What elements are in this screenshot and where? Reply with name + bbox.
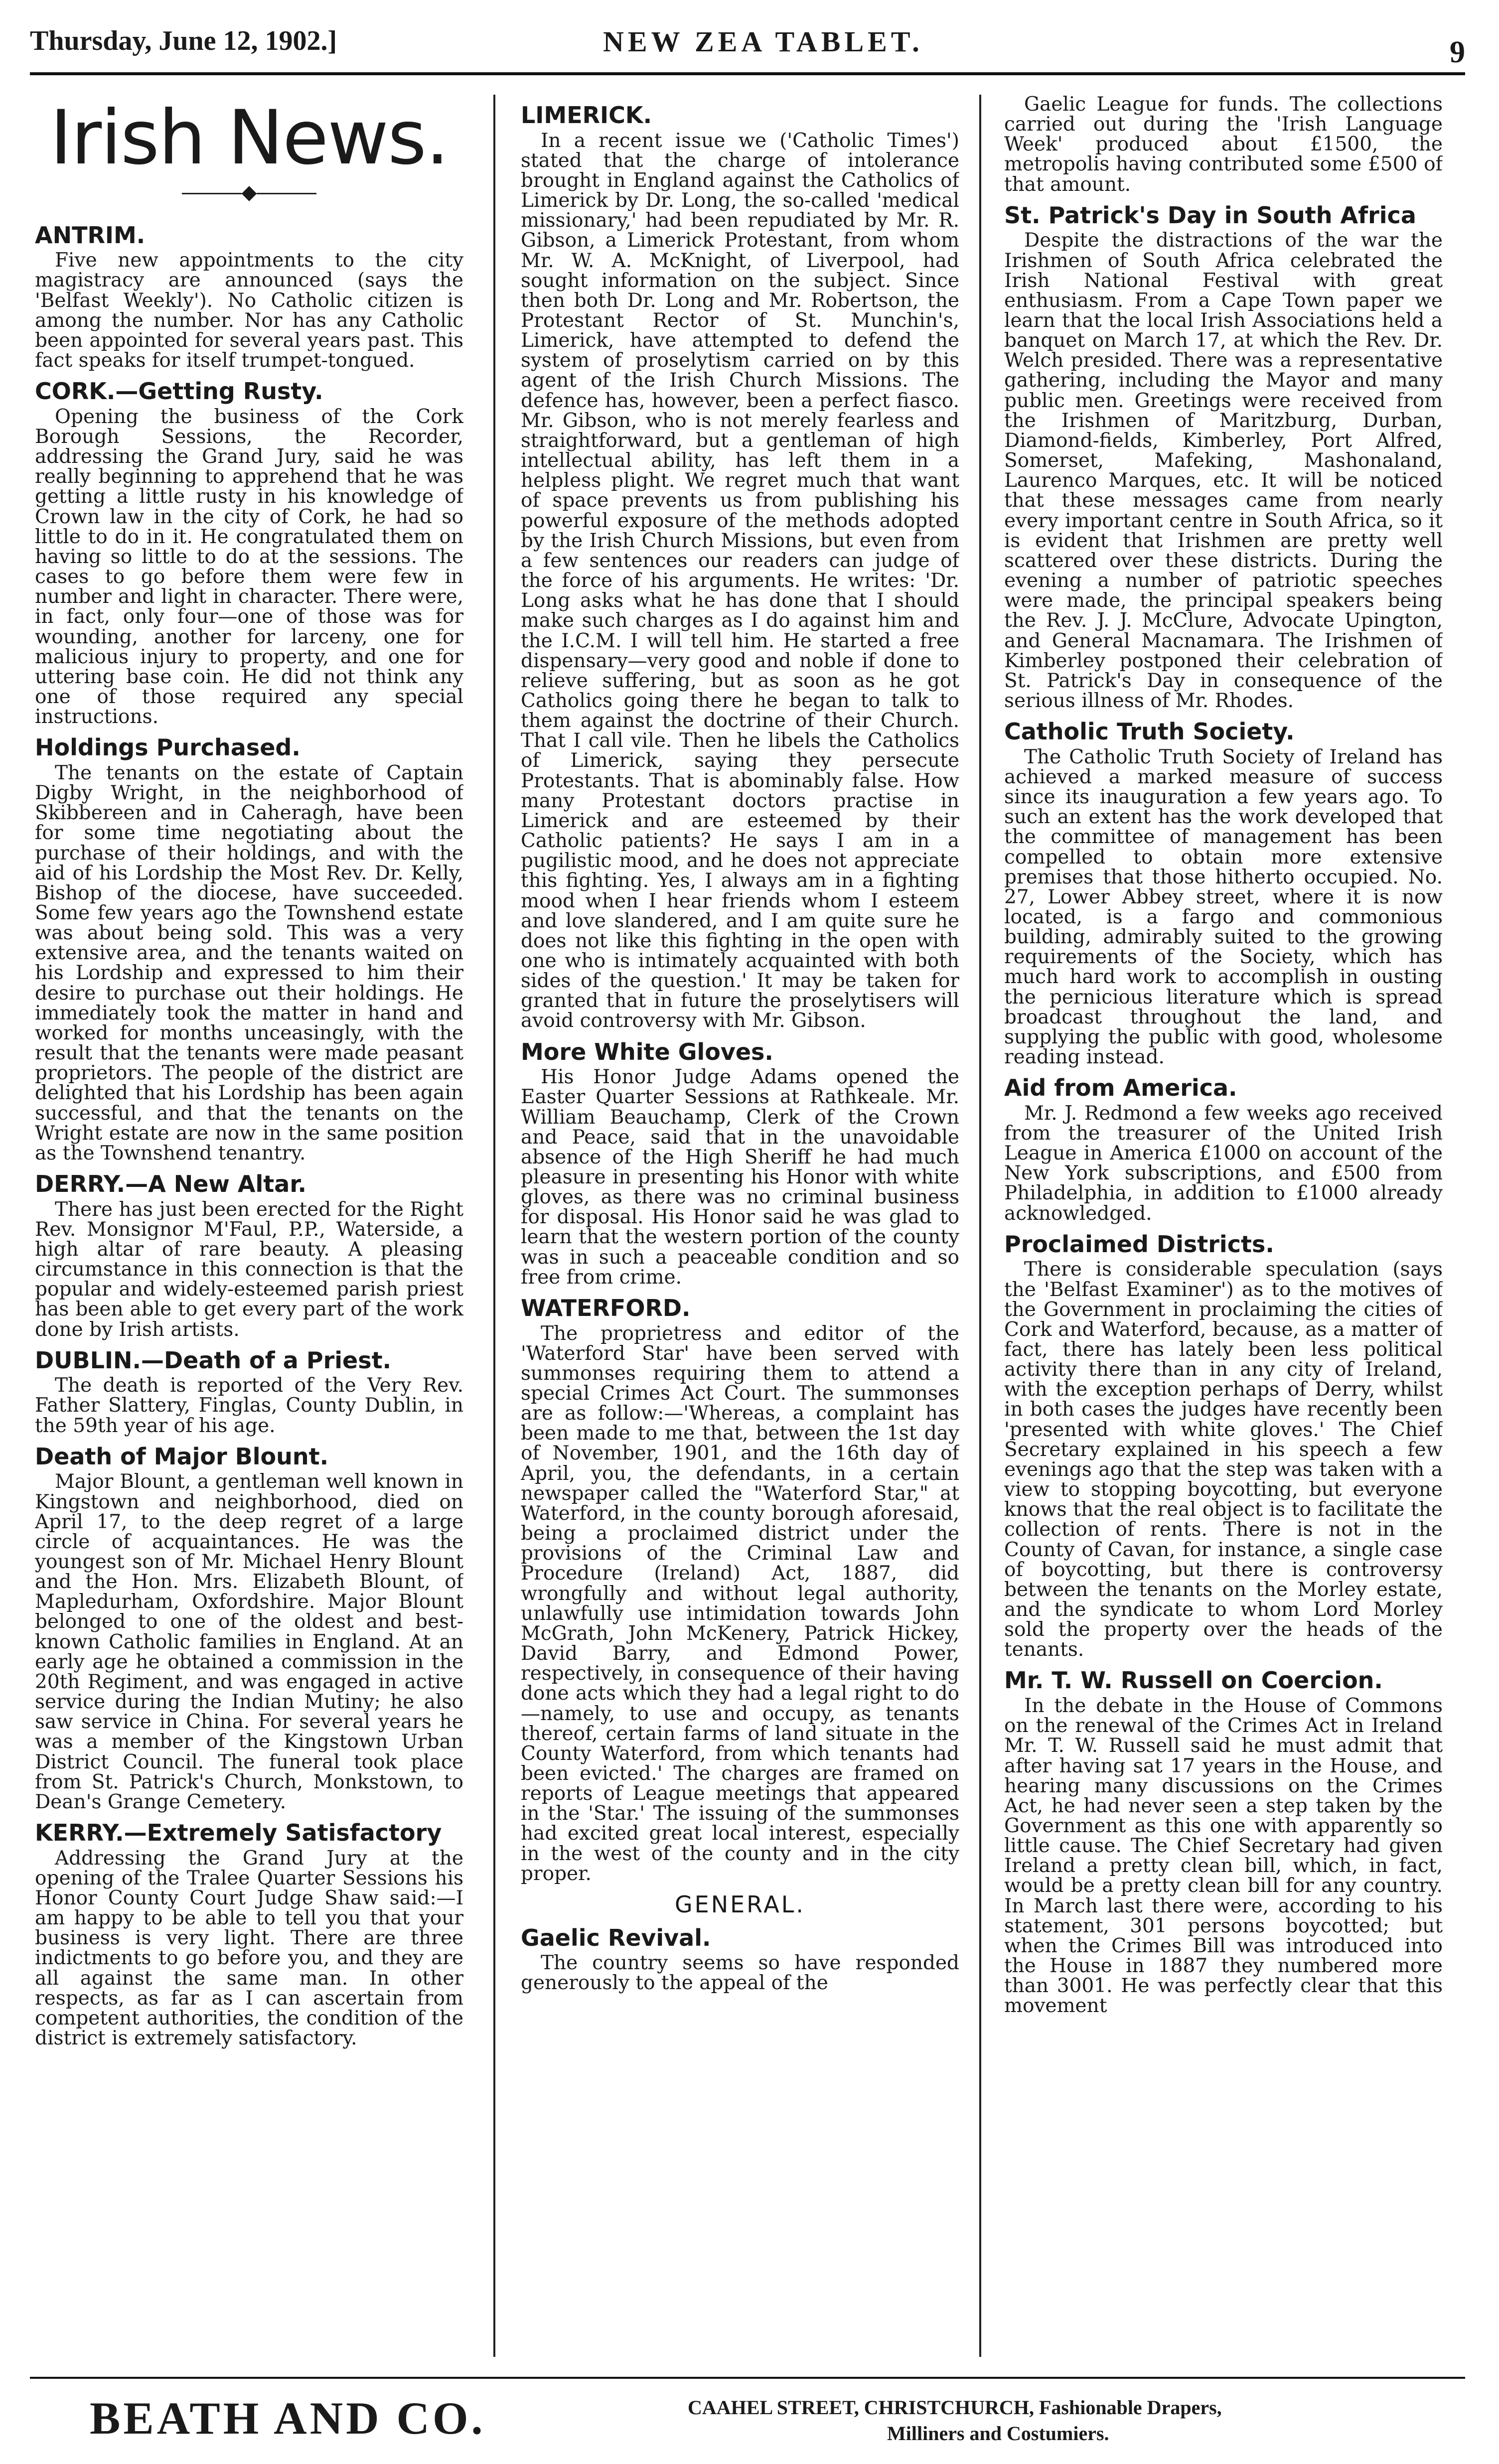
article-body: The country seems so have responded generously to the appeal of the <box>521 1952 959 1995</box>
masthead <box>30 20 1465 80</box>
article <box>1004 1075 1443 1224</box>
article-heading: Mr. T. W. Russell on Coercion. <box>1004 1667 1383 1694</box>
article-body: Despite the distractions of the war the Irishmen of South Africa celebrated the Irish National Festival with great enthusiasm. From a Cape Town paper we learn that the local Irish Associations held a banquet on March 17, at which the Rev. Dr. Welch presided. There was a representative gathering, including the Mayor and many public men. Greetings were received from the Irishmen of Maritzburg, Durban, Diamond-fields, Kimberley, Port Alfred, Somerset, Mafeking, Mashonaland, Laurenco Marques, etc. It will be noticed that these messages came from nearly every important centre in South Africa, so it is evident that Irishmen are pretty well scattered over these districts. During the evening a number of patriotic speeches were made, the principal speakers being the Rev. J. J. McClure, Advocate Upington, and General Macnamara. The Irishmen of Kimberley postponed their celebration of St. Patrick's Day in consequence of the serious illness of Mr. Rhodes. <box>1004 229 1443 712</box>
article <box>1004 203 1443 711</box>
advertiser-trade: Milliners and Costumiers. <box>887 2422 1109 2445</box>
article-body: Opening the business of the Cork Borough Sessions, the Recorder, addressing the Grand Jury, said he was really beginning to apprehend that he was getting a little rusty in his knowledge of Crown law in the city of Cork, he had so little to do in it. He congratulated them on having so little to do at the sessions. The cases to go before them were few in number and light in character. There were, in fact, only four—one of those was for wounding, another for larceny, one for malicious injury to property, and one for uttering base coin. He did not think any one of those required any special instructions. <box>35 405 463 728</box>
article-heading: WATERFORD. <box>521 1294 691 1321</box>
article-body: Five new appointments to the city magistracy are announced (says the 'Belfast Weekly'). No Catholic citizen is among the number. Nor has any Catholic been appointed for several years past. This fact speaks for itself trumpet-tongued. <box>35 249 463 372</box>
advertisement-footer <box>30 2392 1465 2452</box>
article-heading: Catholic Truth Society. <box>1004 718 1295 745</box>
article-body: The tenants on the estate of Captain Digby Wright, in the neighborhood of Skibbereen and in Caheragh, have been for some time negotiating about the purchase of their holdings, and with the aid of his Lordship the Most Rev. Dr. Kelly, Bishop of the diocese, have succeeded. Some few years ago the Townshend estate was about being sold. This was a very extensive area, and the tenants waited on his Lordship and expressed to him their desire to purchase out their holdings. He immediately took the matter in hand and worked for months unceasingly, with the result that the tenants were made peasant proprietors. The people of the district are delighted that his Lordship has been again successful, and that the tenants on the Wright estate are now in the same position as the Townshend tenantry. <box>35 761 463 1164</box>
article <box>35 1444 463 1812</box>
section-banner: Irish News. <box>50 95 449 181</box>
article-body: In the debate in the House of Commons on the renewal of the Crimes Act in Ireland Mr. T. W. Russell said he must admit that after having sat 17 years in the House, and hearing many discussions on the Crimes Act, he had never seen a step taken by the Government as this one with apparently so little cause. The Chief Secretary had given Ireland a pretty clean bill, which, in fact, would be a pretty clean bill for any country. In March last there were, according to his statement, 301 persons boycotted; but when the Crimes Bill was introduced into the House in 1887 they numbered more than 3001. He was perfectly clear that this movement <box>1004 1695 1443 2018</box>
issue-date: Thursday, June 12, 1902.] <box>30 25 337 56</box>
article <box>35 1348 463 1436</box>
article <box>521 1296 959 1884</box>
column-1 <box>35 95 463 2357</box>
article-heading: LIMERICK. <box>521 102 652 129</box>
advertiser-address: CAAHEL STREET, CHRISTCHURCH, Fashionable Drapers, <box>688 2396 1222 2419</box>
article-heading: CORK.—Getting Rusty. <box>35 378 323 405</box>
article <box>521 1925 959 1994</box>
article <box>1004 95 1443 195</box>
article-heading: Proclaimed Districts. <box>1004 1230 1274 1258</box>
article-heading: DUBLIN.—Death of a Priest. <box>35 1346 392 1374</box>
article <box>1004 1668 1443 2016</box>
article <box>35 735 463 1163</box>
article-list <box>1004 95 1443 2017</box>
column-2 <box>521 95 959 2357</box>
article-heading: DERRY.—A New Altar. <box>35 1170 306 1198</box>
article-body: Gaelic League for funds. The collections carried out during the 'Irish Language Week' produced about £1500, the metropolis having contributed some £500 of that amount. <box>1004 95 1443 196</box>
column-3 <box>1004 95 1443 2357</box>
article <box>1004 1232 1443 1660</box>
article <box>521 1039 959 1288</box>
article <box>35 1171 463 1340</box>
article <box>35 1820 463 2048</box>
article <box>35 379 463 727</box>
article-heading: KERRY.—Extremely Satisfactory <box>35 1819 442 1847</box>
article-body: Mr. J. Redmond a few weeks ago received from the treasurer of the United Irish League in America £1000 on account of the New York subscriptions, and £500 from Philadelphia, in addition to £1000 already acknowledged. <box>1004 1102 1443 1225</box>
article-body: His Honor Judge Adams opened the Easter Quarter Sessions at Rathkeale. Mr. William Beauchamp, Clerk of the Crown and Peace, said that in the unavoidable absence of the High Sheriff he had much pleasure in presenting his Honor with white gloves, as there was no criminal business for disposal. His Honor said he was glad to learn that the western portion of the county was in such a peaceable condition and so free from crime. <box>521 1066 959 1289</box>
article-list <box>521 103 959 1993</box>
article-body: There is considerable speculation (says the 'Belfast Examiner') as to the motives of the Government in proclaiming the cities of Cork and Waterford, because, as a matter of fact, there has lately been less political activity there than in any city of Ireland, with the exception perhaps of Derry, whilst in both cases the judges have recently been 'presented with white gloves.' The Chief Secretary explained in his speech a few evenings ago that the step was taken with a view to stopping boycotting, but everyone knows that the real object is to facilitate the collection of rents. There is not in the County of Cavan, for instance, a single case of boycotting, but there is controversy between the tenants on the Morley estate, and the syndicate to whom Lord Morley sold the property over the heads of the tenants. <box>1004 1258 1443 1661</box>
banner-ornament <box>35 182 463 203</box>
article-list <box>35 223 463 2049</box>
article-body: The Catholic Truth Society of Ireland has achieved a marked measure of success since its inauguration a few years ago. To such an extent has the work developed that the committee of management has been compelled to obtain more extensive premises that those hitherto occupied. No. 27, Lower Abbey street, where it is now located, is a fargo and commonious building, admirably suited to the growing requirements of the Society, which has much hard work to accomplish in ousting the pernicious literature which is spread broadcast throughout the land, and supplying the public with good, wholesome reading instead. <box>1004 745 1443 1069</box>
article <box>35 223 463 371</box>
article-body: The death is reported of the Very Rev. Father Slattery, Finglas, County Dublin, in the 59th year of his age. <box>35 1374 463 1437</box>
footer-rule <box>30 2377 1465 2379</box>
article-body: Addressing the Grand Jury at the opening of the Tralee Quarter Sessions his Honor County Court Judge Shaw said:—I am happy to be able to tell you that your business is very light. There are three indictments to go before you, and they are all against the same man. In other respects, as far as I can ascertain from competent authorities, the condition of the district is extremely satisfactory. <box>35 1847 463 2050</box>
article-heading: GENERAL. <box>675 1890 805 1918</box>
article-heading: ANTRIM. <box>35 221 146 249</box>
article-heading: Aid from America. <box>1004 1074 1237 1102</box>
article-heading: St. Patrick's Day in South Africa <box>1004 201 1416 229</box>
diamond-icon: ◆ <box>241 180 257 204</box>
article-body: The proprietress and editor of the 'Waterford Star' have been served with summonses requiring them to attend a special Crimes Act Court. The summonses are as follow:—'Whereas, a complaint has been made to me that, between the 1st day of November, 1901, and the 16th day of April, you, the defendants, in a certain newspaper called the "Waterford Star," at Waterford, in the county borough aforesaid, being a proclaimed district under the provisions of the Criminal Law and Procedure (Ireland) Act, 1887, did wrongfully and without legal authority, unlawfully use intimidation towards John McGrath, John McKenery, Patrick Hickey, David Barry, and Edmond Power, respectively, in consequence of their having done acts which they had a legal right to do—namely, to use and occupy, as tenants thereof, certain farms of land situate in the County Waterford, from which tenants had been evicted.' The charges are framed on reports of League meetings that appeared in the 'Star.' The issuing of the summonses had excited great local interest, especially in the west of the county and in the city proper. <box>521 1322 959 1885</box>
article-body: There has just been erected for the Right Rev. Monsignor M'Faul, P.P., Waterside, a high altar of rare beauty. A pleasing circumstance in this connection is that the popular and widely-esteemed parish priest has been able to get every part of the work done by Irish artists. <box>35 1198 463 1341</box>
advertiser-name: BEATH AND CO. <box>90 2393 486 2444</box>
column-rule <box>979 95 981 2357</box>
column-rule <box>493 95 495 2357</box>
article-body: Major Blount, a gentleman well known in Kingstown and neighborhood, died on April 17, to the deep regret of a large circle of acquaintances. He was the youngest son of Mr. Michael Henry Blount and the Hon. Mrs. Elizabeth Blount, of Mapledurham, Oxfordshire. Major Blount belonged to one of the oldest and best-known Catholic families in England. At an early age he obtained a commission in the 20th Regiment, and was engaged in active service during the Indian Mutiny; he also saw service in China. For several years he was a member of the Kingstown Urban District Council. The funeral took place from St. Patrick's Church, Monkstown, to Dean's Grange Cemetery. <box>35 1470 463 1813</box>
article <box>1004 719 1443 1067</box>
page-number: 9 <box>1450 35 1465 69</box>
paper-title: NEW ZEA TABLET. <box>603 25 923 58</box>
header-rule <box>30 72 1465 75</box>
article <box>521 1892 959 1917</box>
article-heading: Gaelic Revival. <box>521 1924 711 1951</box>
article <box>521 103 959 1031</box>
article-heading: Holdings Purchased. <box>35 734 300 761</box>
article-body: In a recent issue we ('Catholic Times') stated that the charge of intolerance brought in England against the Catholics of Limerick by Dr. Long, the so-called 'medical missionary,' had been repudiated by Mr. R. Gibson, a Limerick Protestant, from whom Mr. W. A. McKnight, of Liverpool, had sought information on the subject. Since then both Dr. Long and Mr. Robertson, the Protestant Rector of St. Munchin's, Limerick, have attempted to defend the system of proselytism carried on by this agent of the Irish Church Missions. The defence has, however, been a perfect fiasco. Mr. Gibson, who is not merely fearless and straightforward, but a gentleman of high intellectual ability, has left them in a helpless plight. We regret much that want of space prevents us from publishing his powerful exposure of the methods adopted by the Irish Church Missions, but even from a few sentences our readers can judge of the force of his arguments. He writes: 'Dr. Long asks what he has done that I should make such charges as I do against him and the I.C.M. I will tell him. He started a free dispensary—very good and noble if done to relieve suffering, but as soon as he got Catholics going there he began to talk to them against the doctrine of their Church. That I call vile. Then he libels the Catholics of Limerick, saying they persecute Protestants. That is abominably false. How many Protestant doctors practise in Limerick and are esteemed by their Catholic patients? He says I am in a pugilistic mood, and he does not appreciate this fighting. Yes, I always am in a fighting mood when I hear friends whom I esteem and love slandered, and I am quite sure he does not like this fighting in the open with one who is intimately acquainted with both sides of the question.' It may be taken for granted that in future the proselytisers will avoid controversy with Mr. Gibson. <box>521 129 959 1032</box>
article-heading: More White Gloves. <box>521 1038 773 1065</box>
article-heading: Death of Major Blount. <box>35 1443 329 1470</box>
